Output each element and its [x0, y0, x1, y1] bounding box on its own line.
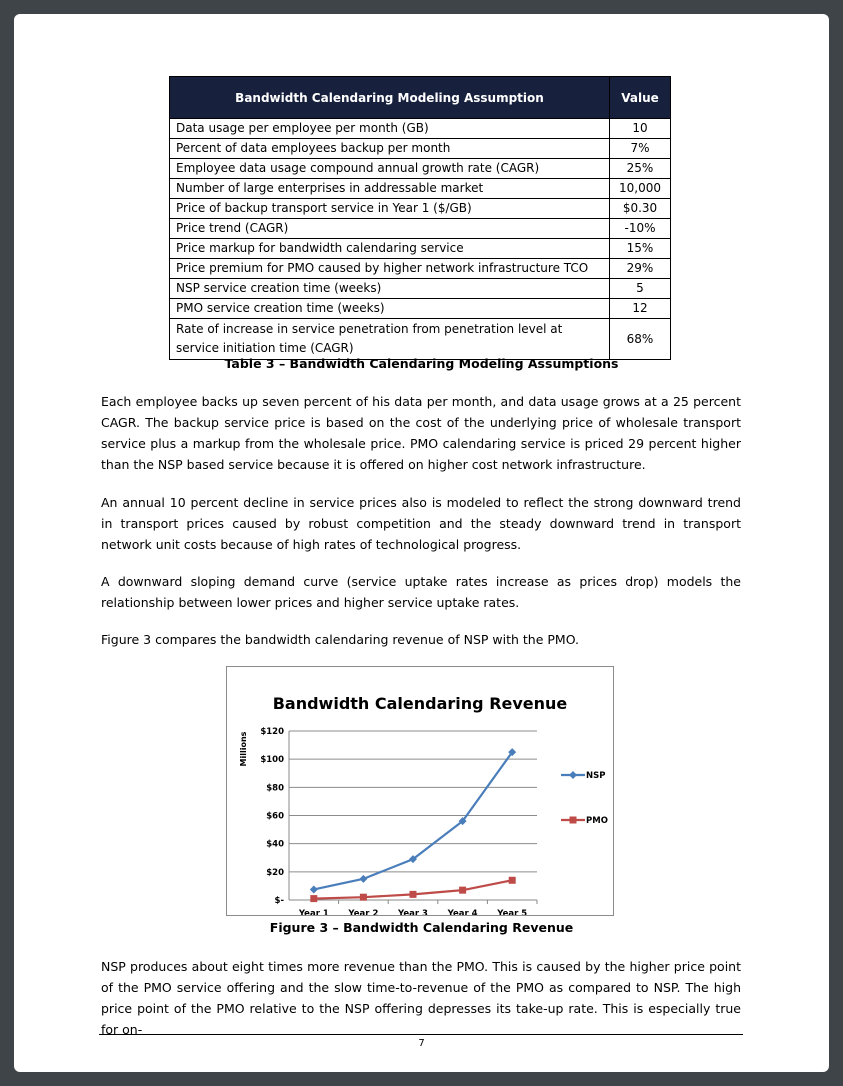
paragraph-1: Each employee backs up seven percent of his data per month, and data usage grows at a 25 percent CAGR. The backup service price is based on the cost of the underlying price of wholesale transport service plus a markup from the wholesale price. PMO calendaring service is priced 29 percent higher than the NSP based service because it is offered on higher cost network infrastructure. [101, 394, 741, 472]
row-value: 29% [610, 259, 671, 279]
row-value: 15% [610, 239, 671, 259]
paragraph-3: A downward sloping demand curve (service uptake rates increase as prices drop) models the relationship between lower prices and higher service uptake rates. [101, 574, 741, 610]
data-point-pmo [310, 895, 317, 902]
row-label: Employee data usage compound annual growth rate (CAGR) [170, 159, 610, 179]
y-tick-label: $120 [260, 727, 284, 737]
header-assumption: Bandwidth Calendaring Modeling Assumption [170, 77, 610, 119]
row-label: PMO service creation time (weeks) [170, 299, 610, 319]
header-value: Value [610, 77, 671, 119]
x-tick-label: Year 5 [497, 909, 528, 915]
y-tick-label: $60 [266, 811, 284, 822]
row-label: Percent of data employees backup per month [170, 139, 610, 159]
row-label: Price premium for PMO caused by higher network infrastructure TCO [170, 259, 610, 279]
row-label: Price of backup transport service in Year 1 ($/GB) [170, 199, 610, 219]
row-value: 68% [610, 319, 671, 360]
closing-paragraph: NSP produces about eight times more revenue than the PMO. This is caused by the higher price point of the PMO service offering and the slow time-to-revenue of the PMO as compared to NSP. The high price point of the PMO relative to the NSP offering depresses its take-up rate. This is especially true for on- [101, 959, 741, 1037]
x-tick-label: Year 3 [398, 909, 428, 915]
table-row [170, 139, 671, 159]
row-value: -10% [610, 219, 671, 239]
table-row [170, 279, 671, 299]
table-row [170, 179, 671, 199]
data-point-pmo [459, 887, 466, 894]
row-value: 7% [610, 139, 671, 159]
legend-label-pmo: PMO [586, 816, 608, 826]
data-point-pmo [410, 891, 417, 898]
row-label: Price trend (CAGR) [170, 219, 610, 239]
revenue-chart [226, 666, 614, 916]
y-tick-label: $100 [260, 755, 284, 766]
row-label: Data usage per employee per month (GB) [170, 119, 610, 139]
row-value: $0.30 [610, 199, 671, 219]
row-value: 10,000 [610, 179, 671, 199]
data-point-nsp [359, 875, 367, 883]
x-tick-label: Year 2 [348, 909, 379, 915]
series-line-nsp [314, 752, 512, 889]
table-caption: Table 3 – Bandwidth Calendaring Modeling Assumptions [224, 356, 619, 371]
y-tick-label: $- [274, 896, 284, 906]
y-tick-label: $20 [266, 867, 284, 878]
paragraph-4: Figure 3 compares the bandwidth calendaring revenue of NSP with the PMO. [101, 632, 579, 647]
table-row [170, 199, 671, 219]
row-value: 10 [610, 119, 671, 139]
table-row [170, 259, 671, 279]
y-tick-label: $80 [266, 783, 284, 794]
table-row [170, 299, 671, 319]
data-point-nsp [310, 885, 318, 893]
row-value: 12 [610, 299, 671, 319]
legend-label-nsp: NSP [586, 771, 606, 781]
row-label: Price markup for bandwidth calendaring service [170, 239, 610, 259]
table-row [170, 119, 671, 139]
document-page [14, 14, 829, 1072]
row-label: Rate of increase in service penetration from penetration level at service initiation time (CAGR) [170, 319, 610, 360]
x-tick-label: Year 1 [298, 909, 329, 915]
data-point-pmo [509, 877, 516, 884]
data-point-pmo [360, 894, 367, 901]
row-value: 25% [610, 159, 671, 179]
y-axis-label: Millions [239, 731, 248, 767]
figure-caption: Figure 3 – Bandwidth Calendaring Revenue [269, 920, 574, 935]
table-row [170, 319, 671, 360]
table-row [170, 239, 671, 259]
x-tick-label: Year 4 [447, 909, 478, 915]
row-label: Number of large enterprises in addressable market [170, 179, 610, 199]
page-number: 7 [418, 1038, 425, 1049]
table-row [170, 219, 671, 239]
y-tick-label: $40 [266, 839, 284, 850]
legend-marker-pmo [570, 817, 577, 824]
table-row [170, 159, 671, 179]
footer-divider [99, 1034, 743, 1035]
revenue-chart-svg [227, 667, 613, 915]
chart-title: Bandwidth Calendaring Revenue [272, 694, 568, 713]
paragraph-2: An annual 10 percent decline in service prices also is modeled to reflect the strong downward trend in transport prices caused by robust competition and the steady downward trend in transport network unit costs because of high rates of technological progress. [101, 495, 741, 552]
legend-marker-nsp [569, 771, 577, 779]
row-label: NSP service creation time (weeks) [170, 279, 610, 299]
table-header-row [170, 77, 671, 119]
row-value: 5 [610, 279, 671, 299]
assumptions-table [169, 76, 671, 360]
